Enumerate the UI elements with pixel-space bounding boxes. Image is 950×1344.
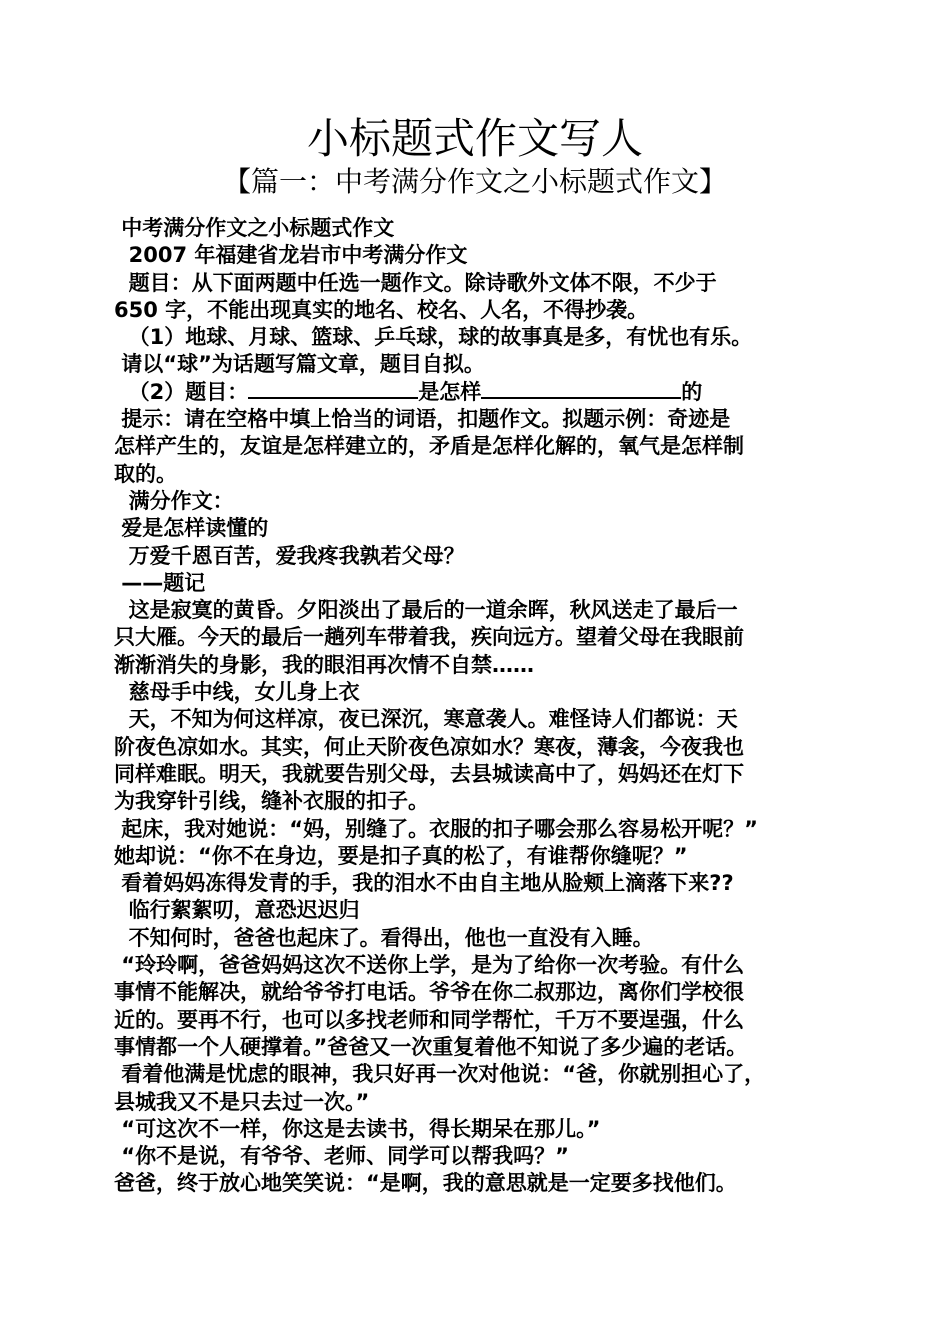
text-line: 爸爸，终于放心地笑笑说：“是啊，我的意思就是一定要多找他们。 xyxy=(114,1171,737,1196)
essay-body xyxy=(114,215,836,1198)
text-line: 阶夜色凉如水。其实，何止天阶夜色凉如水？寒夜，薄衾，今夜我也 xyxy=(114,734,744,759)
document-subtitle: 【篇一：中考满分作文之小标题式作文】 xyxy=(222,165,727,198)
text-line: 县城我又不是只去过一次。” xyxy=(114,1089,370,1114)
text-line: 满分作文： xyxy=(114,488,234,513)
epigraph-attribution: ——题记 xyxy=(114,570,206,595)
text-line: 2007 年福建省龙岩市中考满分作文 xyxy=(114,243,468,268)
section-heading: 慈母手中线，女儿身上衣 xyxy=(114,680,360,705)
text-line: 事情不能解决，就给爷爷打电话。爷爷在你二叔那边，离你们学校很 xyxy=(114,980,744,1005)
text-line: 同样难眠。明天，我就要告别父母，去县城读高中了，妈妈还在灯下 xyxy=(114,761,744,786)
text-line: 只大雁。今天的最后一趟列车带着我，疾向远方。望着父母在我眼前 xyxy=(114,625,744,650)
title-blank-line xyxy=(114,379,836,406)
text-line: “玲玲啊，爸爸妈妈这次不送你上学，是为了给你一次考验。有什么 xyxy=(114,953,745,978)
text-line: 这是寂寞的黄昏。夕阳淡出了最后的一道余晖，秋风送走了最后一 xyxy=(114,598,738,623)
text-line: 怎样产生的，友谊是怎样建立的，矛盾是怎样化解的，氧气是怎样制 xyxy=(114,434,744,459)
blank-suffix: 的 xyxy=(681,379,703,404)
text-line: 看着妈妈冻得发青的手，我的泪水不由自主地从脸颊上滴落下来?? xyxy=(114,871,734,896)
fill-in-blank xyxy=(248,379,418,399)
text-line: 请以“球”为话题写篇文章，题目自拟。 xyxy=(114,352,485,377)
text-line: 近的。要再不行，也可以多找老师和同学帮忙，千万不要逞强，什么 xyxy=(114,1007,744,1032)
text-line: 取的。 xyxy=(114,461,177,486)
text-line: 看着他满是忧虑的眼神，我只好再一次对他说：“爸，你就别担心了， xyxy=(114,1062,766,1087)
epigraph: 万爱千恩百苦，爱我疼我孰若父母？ xyxy=(114,543,465,568)
document-title: 小标题式作文写人 xyxy=(306,114,643,163)
text-line: 她却说：“你不在身边，要是扣子真的松了，有谁帮你缝呢？” xyxy=(114,843,688,868)
text-line: 为我穿针引线，缝补衣服的扣子。 xyxy=(114,789,429,814)
text-line: “可这次不一样，你这是去读书，得长期呆在那儿。” xyxy=(114,1116,601,1141)
blank-connector: 是怎样 xyxy=(418,379,482,404)
text-line: 题目：从下面两题中任选一题作文。除诗歌外文体不限，不少于 xyxy=(114,270,717,295)
text-line: 事情都一个人硬撑着。”爸爸又一次重复着他不知说了多少遍的老话。 xyxy=(114,1034,748,1059)
text-line: 天，不知为何这样凉，夜已深沉，寒意袭人。难怪诗人们都说：天 xyxy=(114,707,738,732)
text-line: 中考满分作文之小标题式作文 xyxy=(114,216,395,240)
section-heading: 临行絮絮叨，意恐迟迟归 xyxy=(114,898,360,923)
text-line: 不知何时，爸爸也起床了。看得出，他也一直没有入睡。 xyxy=(114,925,654,950)
text-line: 650 字，不能出现真实的地名、校名、人名，不得抄袭。 xyxy=(114,297,649,322)
essay-title: 爱是怎样读懂的 xyxy=(114,516,269,541)
text-line: 渐渐消失的身影，我的眼泪再次情不自禁…… xyxy=(114,652,534,677)
text-line: （1）地球、月球、篮球、乒乓球，球的故事真是多，有忧也有乐。 xyxy=(114,325,753,350)
fill-in-blank xyxy=(481,379,681,399)
text-line: “你不是说，有爷爷、老师、同学可以帮我吗？” xyxy=(114,1144,569,1169)
text-line: 起床，我对她说：“妈，别缝了。衣服的扣子哪会那么容易松开呢？” xyxy=(114,816,758,841)
text-line: 提示：请在空格中填上恰当的词语，扣题作文。拟题示例：奇迹是 xyxy=(114,407,731,432)
text-line: （2）题目： xyxy=(114,379,249,404)
